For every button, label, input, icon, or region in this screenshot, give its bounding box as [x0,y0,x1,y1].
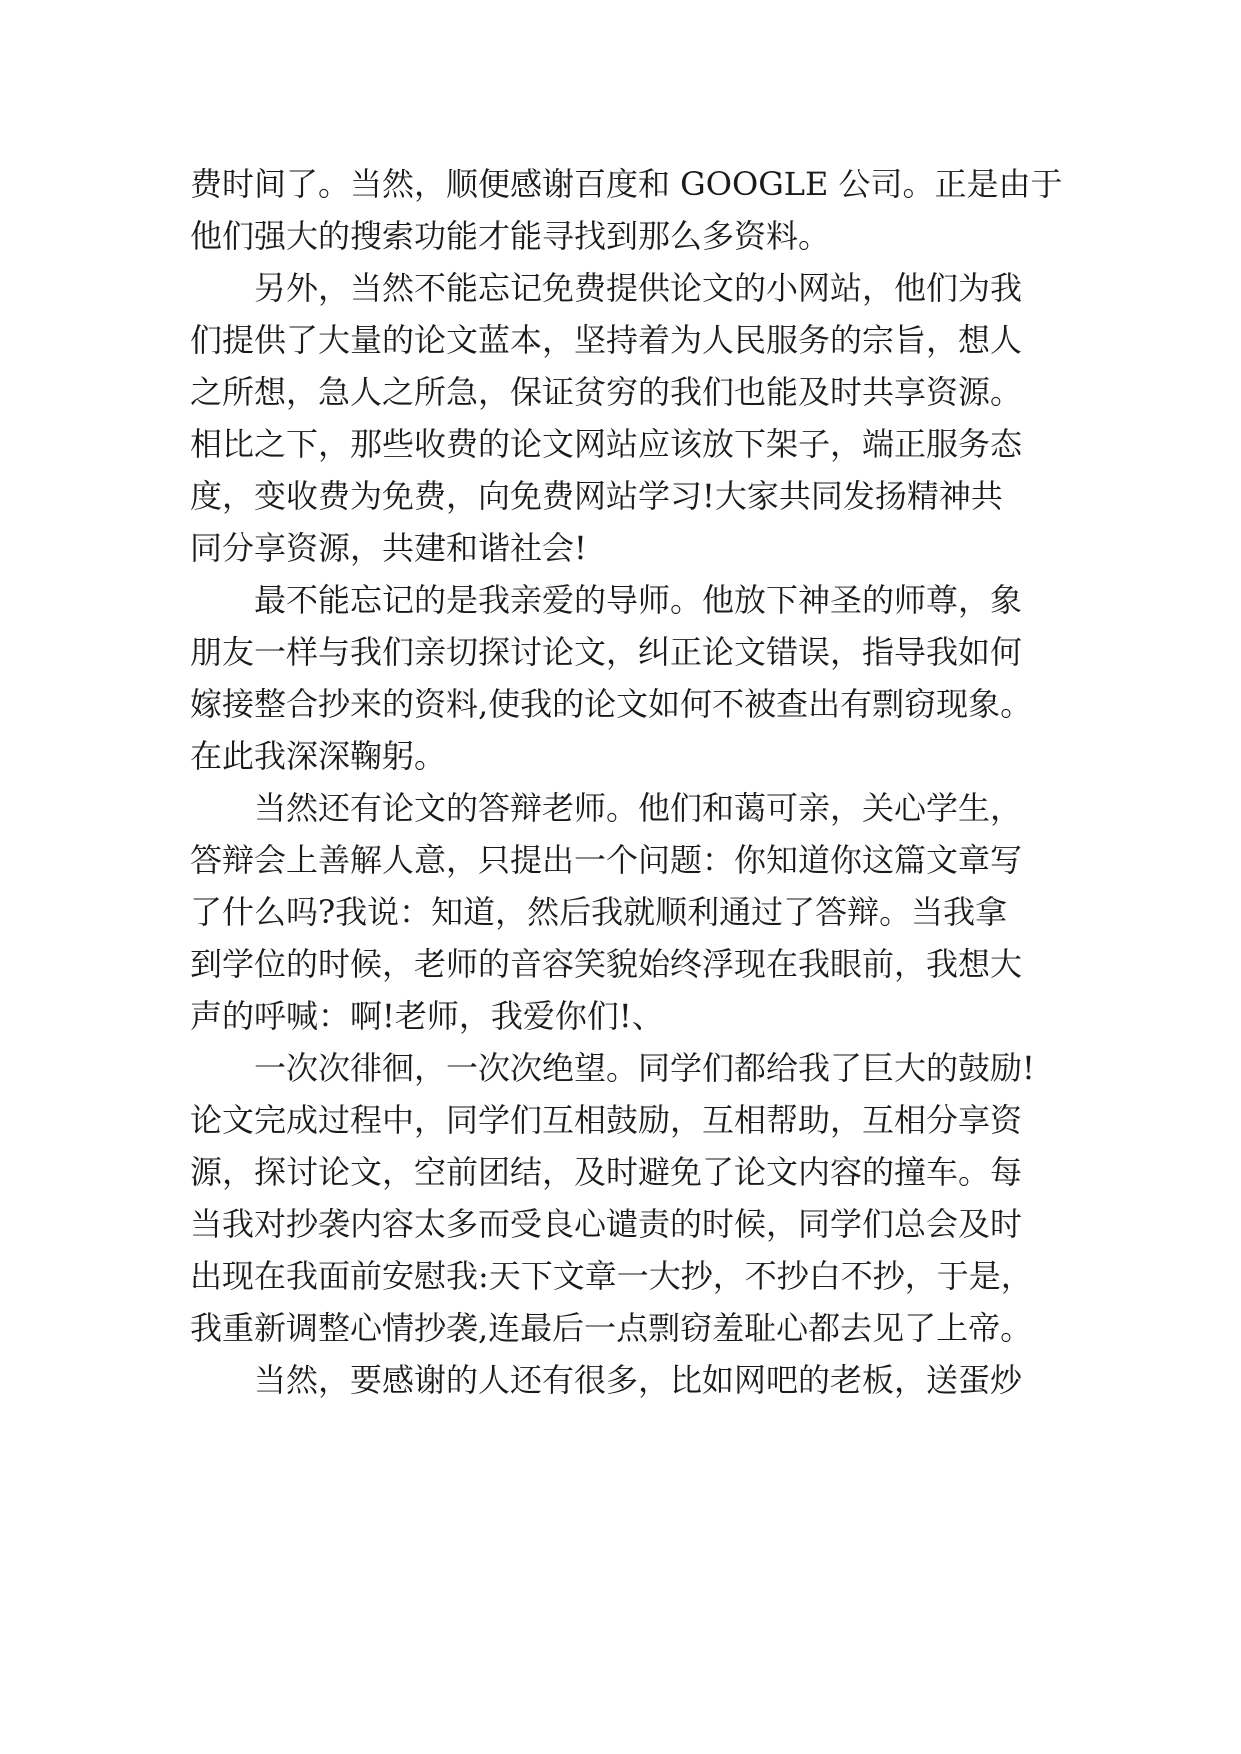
text-line: 当然，要感谢的人还有很多，比如网吧的老板，送蛋炒 [190,1361,1023,1399]
text-line: 声的呼喊：啊!老师，我爱你们!、 [190,997,664,1035]
text-line: 同分享资源，共建和谐社会! [190,529,587,567]
text-line: 论文完成过程中，同学们互相鼓励，互相帮助，互相分享资 [190,1101,1023,1139]
text-line: 度，变收费为免费，向免费网站学习!大家共同发扬精神共 [190,477,1003,515]
text-line: 费时间了。当然，顺便感谢百度和 GOOGLE 公司。正是由于 [190,165,1063,203]
text-line: 一次次徘徊，一次次绝望。同学们都给我了巨大的鼓励! [190,1049,1035,1087]
text-line: 最不能忘记的是我亲爱的导师。他放下神圣的师尊，象 [190,581,1023,619]
text-line: 们提供了大量的论文蓝本，坚持着为人民服务的宗旨，想人 [190,321,1023,359]
text-line: 到学位的时候，老师的音容笑貌始终浮现在我眼前，我想大 [190,945,1023,983]
text-line: 嫁接整合抄来的资料,使我的论文如何不被查出有剽窃现象。 [190,685,1033,723]
text-line: 了什么吗?我说：知道，然后我就顺利通过了答辩。当我拿 [190,893,1008,931]
text-line: 答辩会上善解人意，只提出一个问题：你知道你这篇文章写 [190,841,1023,879]
text-line: 当我对抄袭内容太多而受良心谴责的时候，同学们总会及时 [190,1205,1023,1243]
text-line: 他们强大的搜索功能才能寻找到那么多资料。 [190,217,831,255]
text-line: 我重新调整心情抄袭,连最后一点剽窃羞耻心都去见了上帝。 [190,1309,1033,1347]
text-line: 当然还有论文的答辩老师。他们和蔼可亲，关心学生， [190,789,1023,827]
text-line: 源，探讨论文，空前团结，及时避免了论文内容的撞车。每 [190,1153,1023,1191]
text-line: 另外，当然不能忘记免费提供论文的小网站，他们为我 [190,269,1023,307]
text-line: 出现在我面前安慰我:天下文章一大抄，不抄白不抄，于是， [190,1257,1033,1295]
text-line: 之所想，急人之所急，保证贫穷的我们也能及时共享资源。 [190,373,1023,411]
text-line: 在此我深深鞠躬。 [190,737,447,775]
text-line: 朋友一样与我们亲切探讨论文，纠正论文错误，指导我如何 [190,633,1023,671]
body-text [190,158,1070,1406]
text-line: 相比之下，那些收费的论文网站应该放下架子，端正服务态 [190,425,1023,463]
